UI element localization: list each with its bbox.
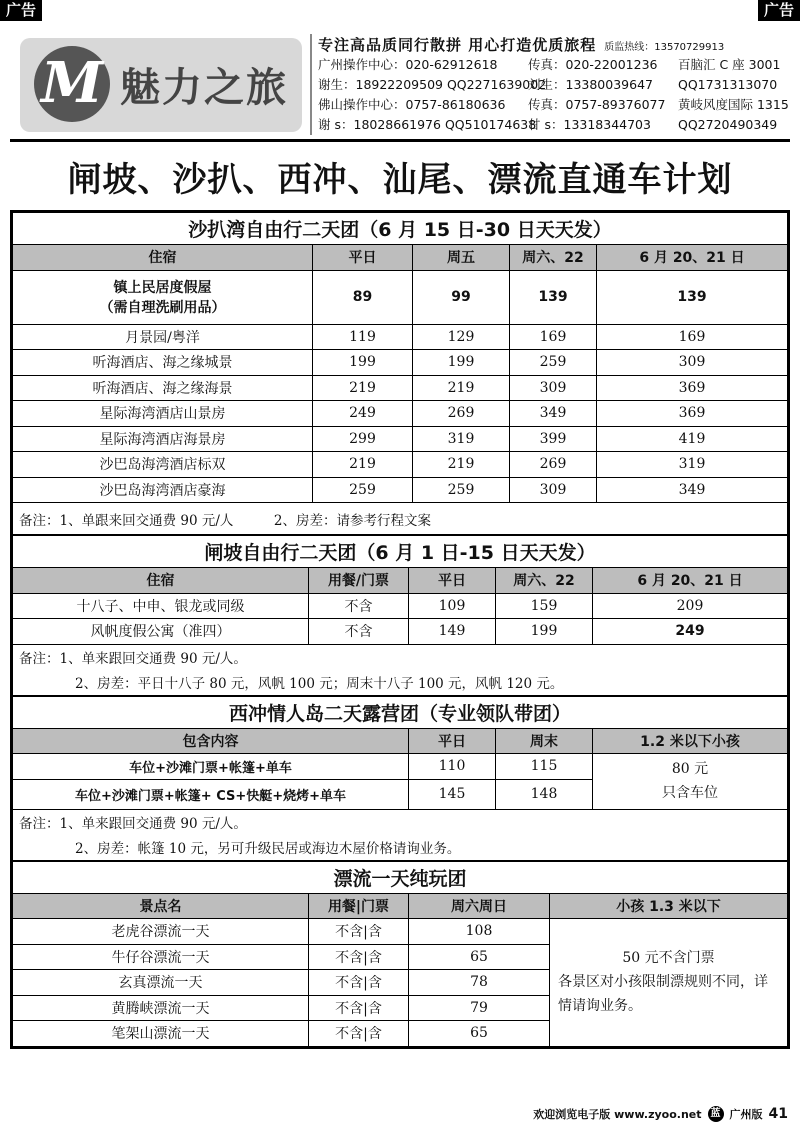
table-row [13,270,788,324]
table-cell: 148 [496,779,593,809]
table-row [13,401,788,427]
table-cell: 玄真漂流一天 [13,970,309,996]
price-tables [10,210,790,1049]
table-cell: 沙巴岛海湾酒店标双 [13,452,313,478]
column-header: 平日 [313,245,413,271]
column-header: 周六、22 [510,245,597,271]
table-cell: 108 [409,919,550,945]
ad-label-left: 广告 [0,0,42,21]
table-cell: 不含 [309,593,409,619]
table-cell: 沙巴岛海湾酒店豪海 [13,477,313,503]
table-cell: 145 [409,779,496,809]
footer-text: 欢迎浏览电子版 www.zyoo.net [533,1108,702,1121]
table-cell: 79 [409,995,550,1021]
section-title: 漂流一天纯玩团 [13,861,788,893]
table-cell: 309 [510,375,597,401]
contact-cell: 广州操作中心：020-62912618 [318,57,498,72]
table-cell: 129 [413,324,510,350]
slogan [318,34,790,55]
contact-cell: 传真：020-22001236 [528,57,658,72]
contact-line [318,115,790,135]
table-cell: 110 [409,754,496,780]
table-cell: 月景园/粤洋 [13,324,313,350]
contact-cell: 黄岐风度国际 1315 [678,97,789,112]
table-cell: 89 [313,270,413,324]
table-cell: 259 [313,477,413,503]
column-header: 6 月 20、21 日 [597,245,788,271]
table-cell: 249 [313,401,413,427]
table-cell: 419 [597,426,788,452]
hotline: 质监热线：13570729913 [604,42,725,53]
column-header: 小孩 1.3 米以下 [550,893,788,919]
table-cell: 319 [413,426,510,452]
page-number: 41 [768,1106,788,1122]
table-cell: 星际海湾酒店海景房 [13,426,313,452]
table-cell: 319 [597,452,788,478]
table-cell: 219 [413,452,510,478]
table-header [13,893,788,919]
edition-badge-icon: 蓝 [708,1106,724,1122]
table-cell: 219 [313,375,413,401]
table-cell: 不含 [309,619,409,645]
table-cell: 139 [597,270,788,324]
zhapo-table [12,535,788,696]
row-name: 镇上民居度假屋 [113,280,212,296]
table-cell: 139 [510,270,597,324]
table-cell: 169 [597,324,788,350]
column-header: 周六周日 [409,893,550,919]
child-price: 50 元不含门票 [622,950,715,967]
contact-cell: 传真：0757-89376077 [528,97,666,112]
table-cell: 黄腾峡漂流一天 [13,995,309,1021]
table-row [13,919,788,945]
column-header: 平日 [409,568,496,594]
table-cell: 78 [409,970,550,996]
brand-name: 魅力之旅 [120,65,288,111]
section-note: 备注：1、单来跟回交通费 90 元/人。 [13,809,788,835]
column-header: 平日 [409,728,496,754]
table-header [13,245,788,271]
table-cell: 349 [597,477,788,503]
table-cell: 219 [413,375,510,401]
ad-label-right: 广告 [758,0,800,21]
header [10,24,790,142]
table-cell: 老虎谷漂流一天 [13,919,309,945]
shapa-table [12,212,788,535]
table-cell: 259 [413,477,510,503]
column-header: 1.2 米以下小孩 [593,728,788,754]
table-cell: 笔架山漂流一天 [13,1021,309,1047]
column-header: 用餐|门票 [309,893,409,919]
section-note: 2、房差：帐篷 10 元，另可升级民居或海边木屋价格请询业务。 [13,835,788,861]
column-header: 周五 [413,245,510,271]
table-cell: 车位+沙滩门票+帐篷+单车 [13,754,409,780]
table-cell: 不含|含 [309,919,409,945]
table-cell: 不含|含 [309,1021,409,1047]
table-header [13,728,788,754]
table-cell: 149 [409,619,496,645]
section-note: 2、房差：平日十八子 80 元，风帆 100 元；周末十八子 100 元，风帆 120 元。 [13,670,788,696]
table-cell: 十八子、中申、银龙或同级 [13,593,309,619]
contact-cell: QQ1731313070 [678,77,778,92]
table-cell: 听海酒店、海之缘海景 [13,375,313,401]
table-cell: 牛仔谷漂流一天 [13,944,309,970]
child-price: 80 元 [671,761,709,778]
contact-cell: 佛山操作中心：0757-86180636 [318,97,506,112]
table-row [13,619,788,645]
table-cell: 259 [510,350,597,376]
rafting-table [12,861,788,1047]
contact-line [318,95,790,115]
table-cell: 65 [409,1021,550,1047]
contact-line [318,75,790,95]
child-note: 只含车位 [662,785,718,802]
contact-cell: 谢 s：18028661976 QQ510174638 [318,117,537,132]
table-cell: 听海酒店、海之缘城景 [13,350,313,376]
table-cell: 99 [413,270,510,324]
table-row [13,477,788,503]
child-note: 各景区对小孩限制漂规则不同，详情请询业务。 [558,974,768,1015]
table-cell: 115 [496,754,593,780]
table-cell: 399 [510,426,597,452]
table-cell: 349 [510,401,597,427]
table-cell: 219 [313,452,413,478]
table-cell: 119 [313,324,413,350]
column-header: 包含内容 [13,728,409,754]
table-cell: 369 [597,401,788,427]
contact-cell: 刘生：13380039647 [528,77,653,92]
table-cell: 199 [313,350,413,376]
table-row [13,452,788,478]
table-cell: 249 [593,619,788,645]
table-cell: 369 [597,375,788,401]
column-header: 住宿 [13,568,309,594]
table-row [13,324,788,350]
contact-cell: 百脑汇 C 座 3001 [678,57,781,72]
footer [533,1106,788,1122]
contact-cell: QQ2720490349 [678,117,778,132]
table-cell: 309 [510,477,597,503]
table-cell: 269 [413,401,510,427]
child-price-cell [593,754,788,810]
table-row [13,754,788,780]
table-row [13,350,788,376]
table-cell: 309 [597,350,788,376]
page-title: 闸坡、沙扒、西冲、汕尾、漂流直通车计划 [67,160,733,200]
column-header: 周末 [496,728,593,754]
slogan-text: 专注高品质同行散拼 用心打造优质旅程 [318,36,597,54]
table-cell: 199 [496,619,593,645]
row-name-note: （需自理洗刷用品） [99,300,226,316]
table-cell: 不含|含 [309,944,409,970]
section-title: 闸坡自由行二天团（6 月 1 日-15 日天天发） [13,536,788,568]
table-cell: 169 [510,324,597,350]
table-cell: 199 [413,350,510,376]
logo-icon: M [34,46,110,122]
table-cell: 不含|含 [309,970,409,996]
table-cell: 209 [593,593,788,619]
column-header: 住宿 [13,245,313,271]
section-title: 沙扒湾自由行二天团（6 月 15 日-30 日天天发） [13,213,788,245]
column-header: 6 月 20、21 日 [593,568,788,594]
table-cell: 109 [409,593,496,619]
contact-cell: 甘 s：13318344703 [528,117,651,132]
table-cell: 65 [409,944,550,970]
column-header: 用餐/门票 [309,568,409,594]
edition-label: 广州版 [729,1108,763,1121]
table-row [13,593,788,619]
child-info-cell [550,919,788,1047]
contact-block [310,34,790,135]
table-row [13,375,788,401]
table-cell: 269 [510,452,597,478]
contact-line [318,55,790,75]
table-row [13,426,788,452]
section-note: 备注：1、单来跟回交通费 90 元/人。 [13,644,788,670]
table-cell [13,270,313,324]
section-title: 西冲情人岛二天露营团（专业领队带团） [13,696,788,728]
contact-cell: 谢生：18922209509 QQ2271639002 [318,77,547,92]
column-header: 景点名 [13,893,309,919]
table-cell: 299 [313,426,413,452]
table-header [13,568,788,594]
table-cell: 车位+沙滩门票+帐篷+ CS+快艇+烧烤+单车 [13,779,409,809]
column-header: 周六、22 [496,568,593,594]
xichong-table [12,696,788,861]
section-note: 备注：1、单跟来回交通费 90 元/人 2、房差：请参考行程文案 [13,503,788,535]
table-cell: 风帆度假公寓（准四） [13,619,309,645]
logo [20,38,302,132]
table-cell: 不含|含 [309,995,409,1021]
table-cell: 星际海湾酒店山景房 [13,401,313,427]
table-cell: 159 [496,593,593,619]
